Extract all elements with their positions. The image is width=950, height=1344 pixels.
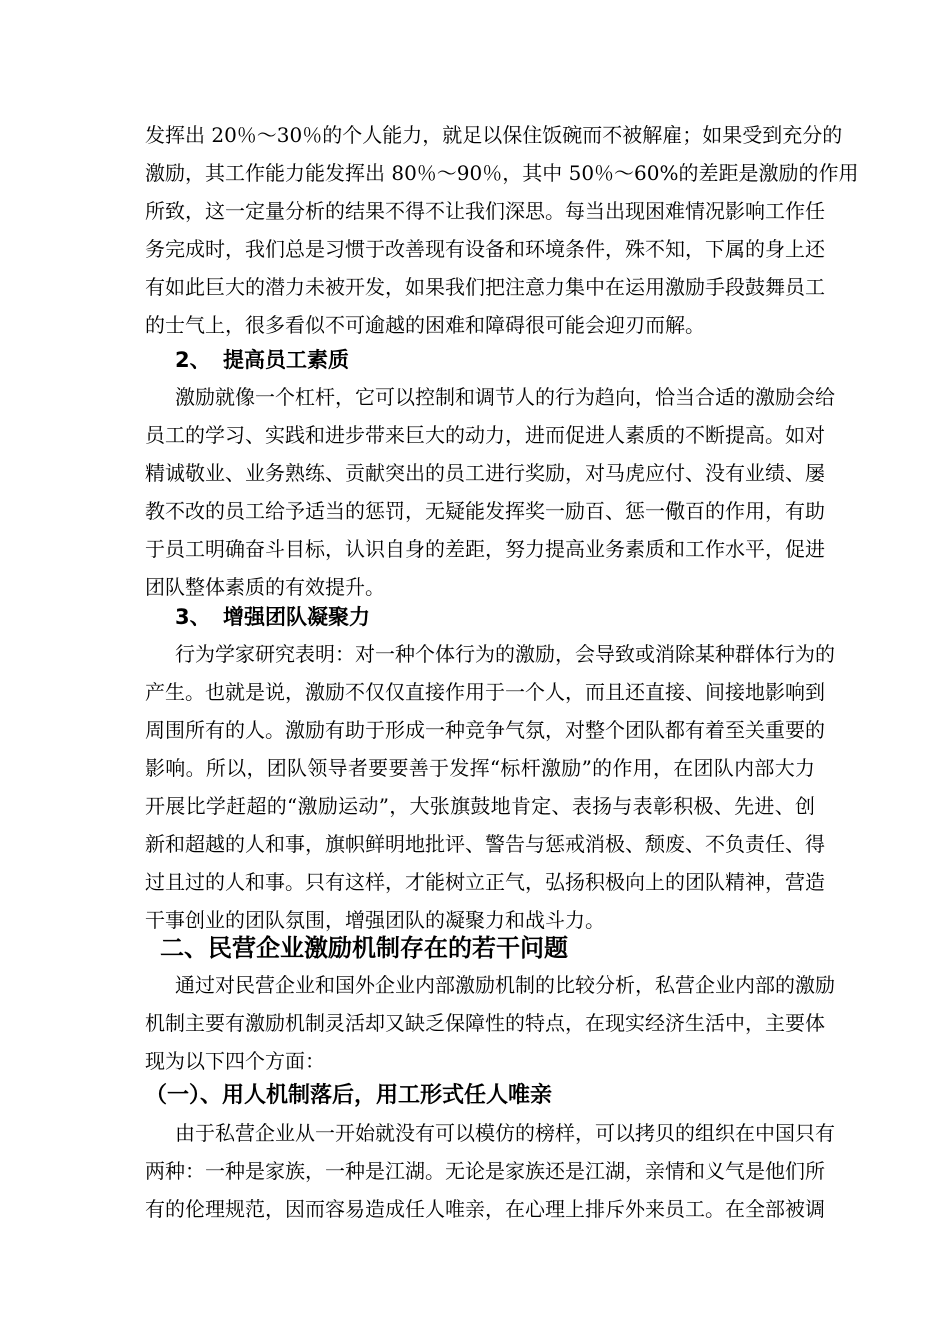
paragraph-line: 务完成时，我们总是习惯于改善现有设备和环境条件，殊不知，下属的身上还 [145,237,825,261]
paragraph-line: 干事创业的团队氛围，增强团队的凝聚力和战斗力。 [145,908,605,932]
paragraph-line: 团队整体素质的有效提升。 [145,575,385,599]
heading-improve-quality [175,343,349,377]
paragraph-line: 两种：一种是家族，一种是江湖。无论是家族还是江湖，亲情和义气是他们所 [145,1159,825,1183]
subsection-heading: （一）、用人机制落后，用工形式任人唯亲 [145,1083,553,1108]
paragraph-line: 于员工明确奋斗目标，认识自身的差距，努力提高业务素质和工作水平，促进 [145,537,825,561]
paragraph-line: 有的伦理规范，因而容易造成任人唯亲，在心理上排斥外来员工。在全部被调 [145,1197,825,1221]
heading-number: 3、 [175,605,211,629]
paragraph-line: 通过对民营企业和国外企业内部激励机制的比较分析，私营企业内部的激励 [175,973,835,997]
heading-title: 增强团队凝聚力 [223,605,370,629]
heading-number: 2、 [175,348,211,372]
paragraph-line: 开展比学赶超的“激励运动”，大张旗鼓地肯定、表扬与表彰积极、先进、创 [145,794,815,818]
paragraph-line: 由于私营企业从一开始就没有可以模仿的榜样，可以拷贝的组织在中国只有 [175,1121,835,1145]
paragraph-line: 的士气上，很多看似不可逾越的困难和障碍很可能会迎刃而解。 [145,313,705,337]
paragraph-line: 激励，其工作能力能发挥出 80％～90％，其中 50％～60%的差距是激励的作用 [145,161,859,185]
paragraph-line: 周围所有的人。激励有助于形成一种竞争气氛，对整个团队都有着至关重要的 [145,718,825,742]
paragraph-line: 发挥出 20％～30％的个人能力，就足以保住饭碗而不被解雇；如果受到充分的 [145,123,843,147]
paragraph-line: 新和超越的人和事，旗帜鲜明地批评、警告与惩戒消极、颓废、不负责任、得 [145,832,825,856]
paragraph-line: 机制主要有激励机制灵活却又缺乏保障性的特点，在现实经济生活中，主要体 [145,1011,825,1035]
paragraph-line: 有如此巨大的潜力未被开发，如果我们把注意力集中在运用激励手段鼓舞员工 [145,275,825,299]
paragraph-line: 行为学家研究表明：对一种个体行为的激励，会导致或消除某种群体行为的 [175,642,835,666]
heading-team-cohesion [175,600,370,634]
paragraph-line: 精诚敬业、业务熟练、贡献突出的员工进行奖励，对马虎应付、没有业绩、屡 [145,461,825,485]
paragraph-line: 过且过的人和事。只有这样，才能树立正气，弘扬积极向上的团队精神，营造 [145,870,825,894]
heading-title: 提高员工素质 [223,348,349,372]
paragraph-line: 现为以下四个方面： [145,1049,325,1073]
paragraph-line: 所致，这一定量分析的结果不得不让我们深思。每当出现困难情况影响工作任 [145,199,825,223]
paragraph-line: 影响。所以，团队领导者要要善于发挥“标杆激励”的作用，在团队内部大力 [145,756,815,780]
section-heading: 二、民营企业激励机制存在的若干问题 [160,934,568,962]
paragraph-line: 员工的学习、实践和进步带来巨大的动力，进而促进人素质的不断提高。如对 [145,423,825,447]
paragraph-line: 产生。也就是说，激励不仅仅直接作用于一个人，而且还直接、间接地影响到 [145,680,825,704]
paragraph-line: 教不改的员工给予适当的惩罚，无疑能发挥奖一励百、惩一儆百的作用，有助 [145,499,825,523]
paragraph-line: 激励就像一个杠杆，它可以控制和调节人的行为趋向，恰当合适的激励会给 [175,385,835,409]
